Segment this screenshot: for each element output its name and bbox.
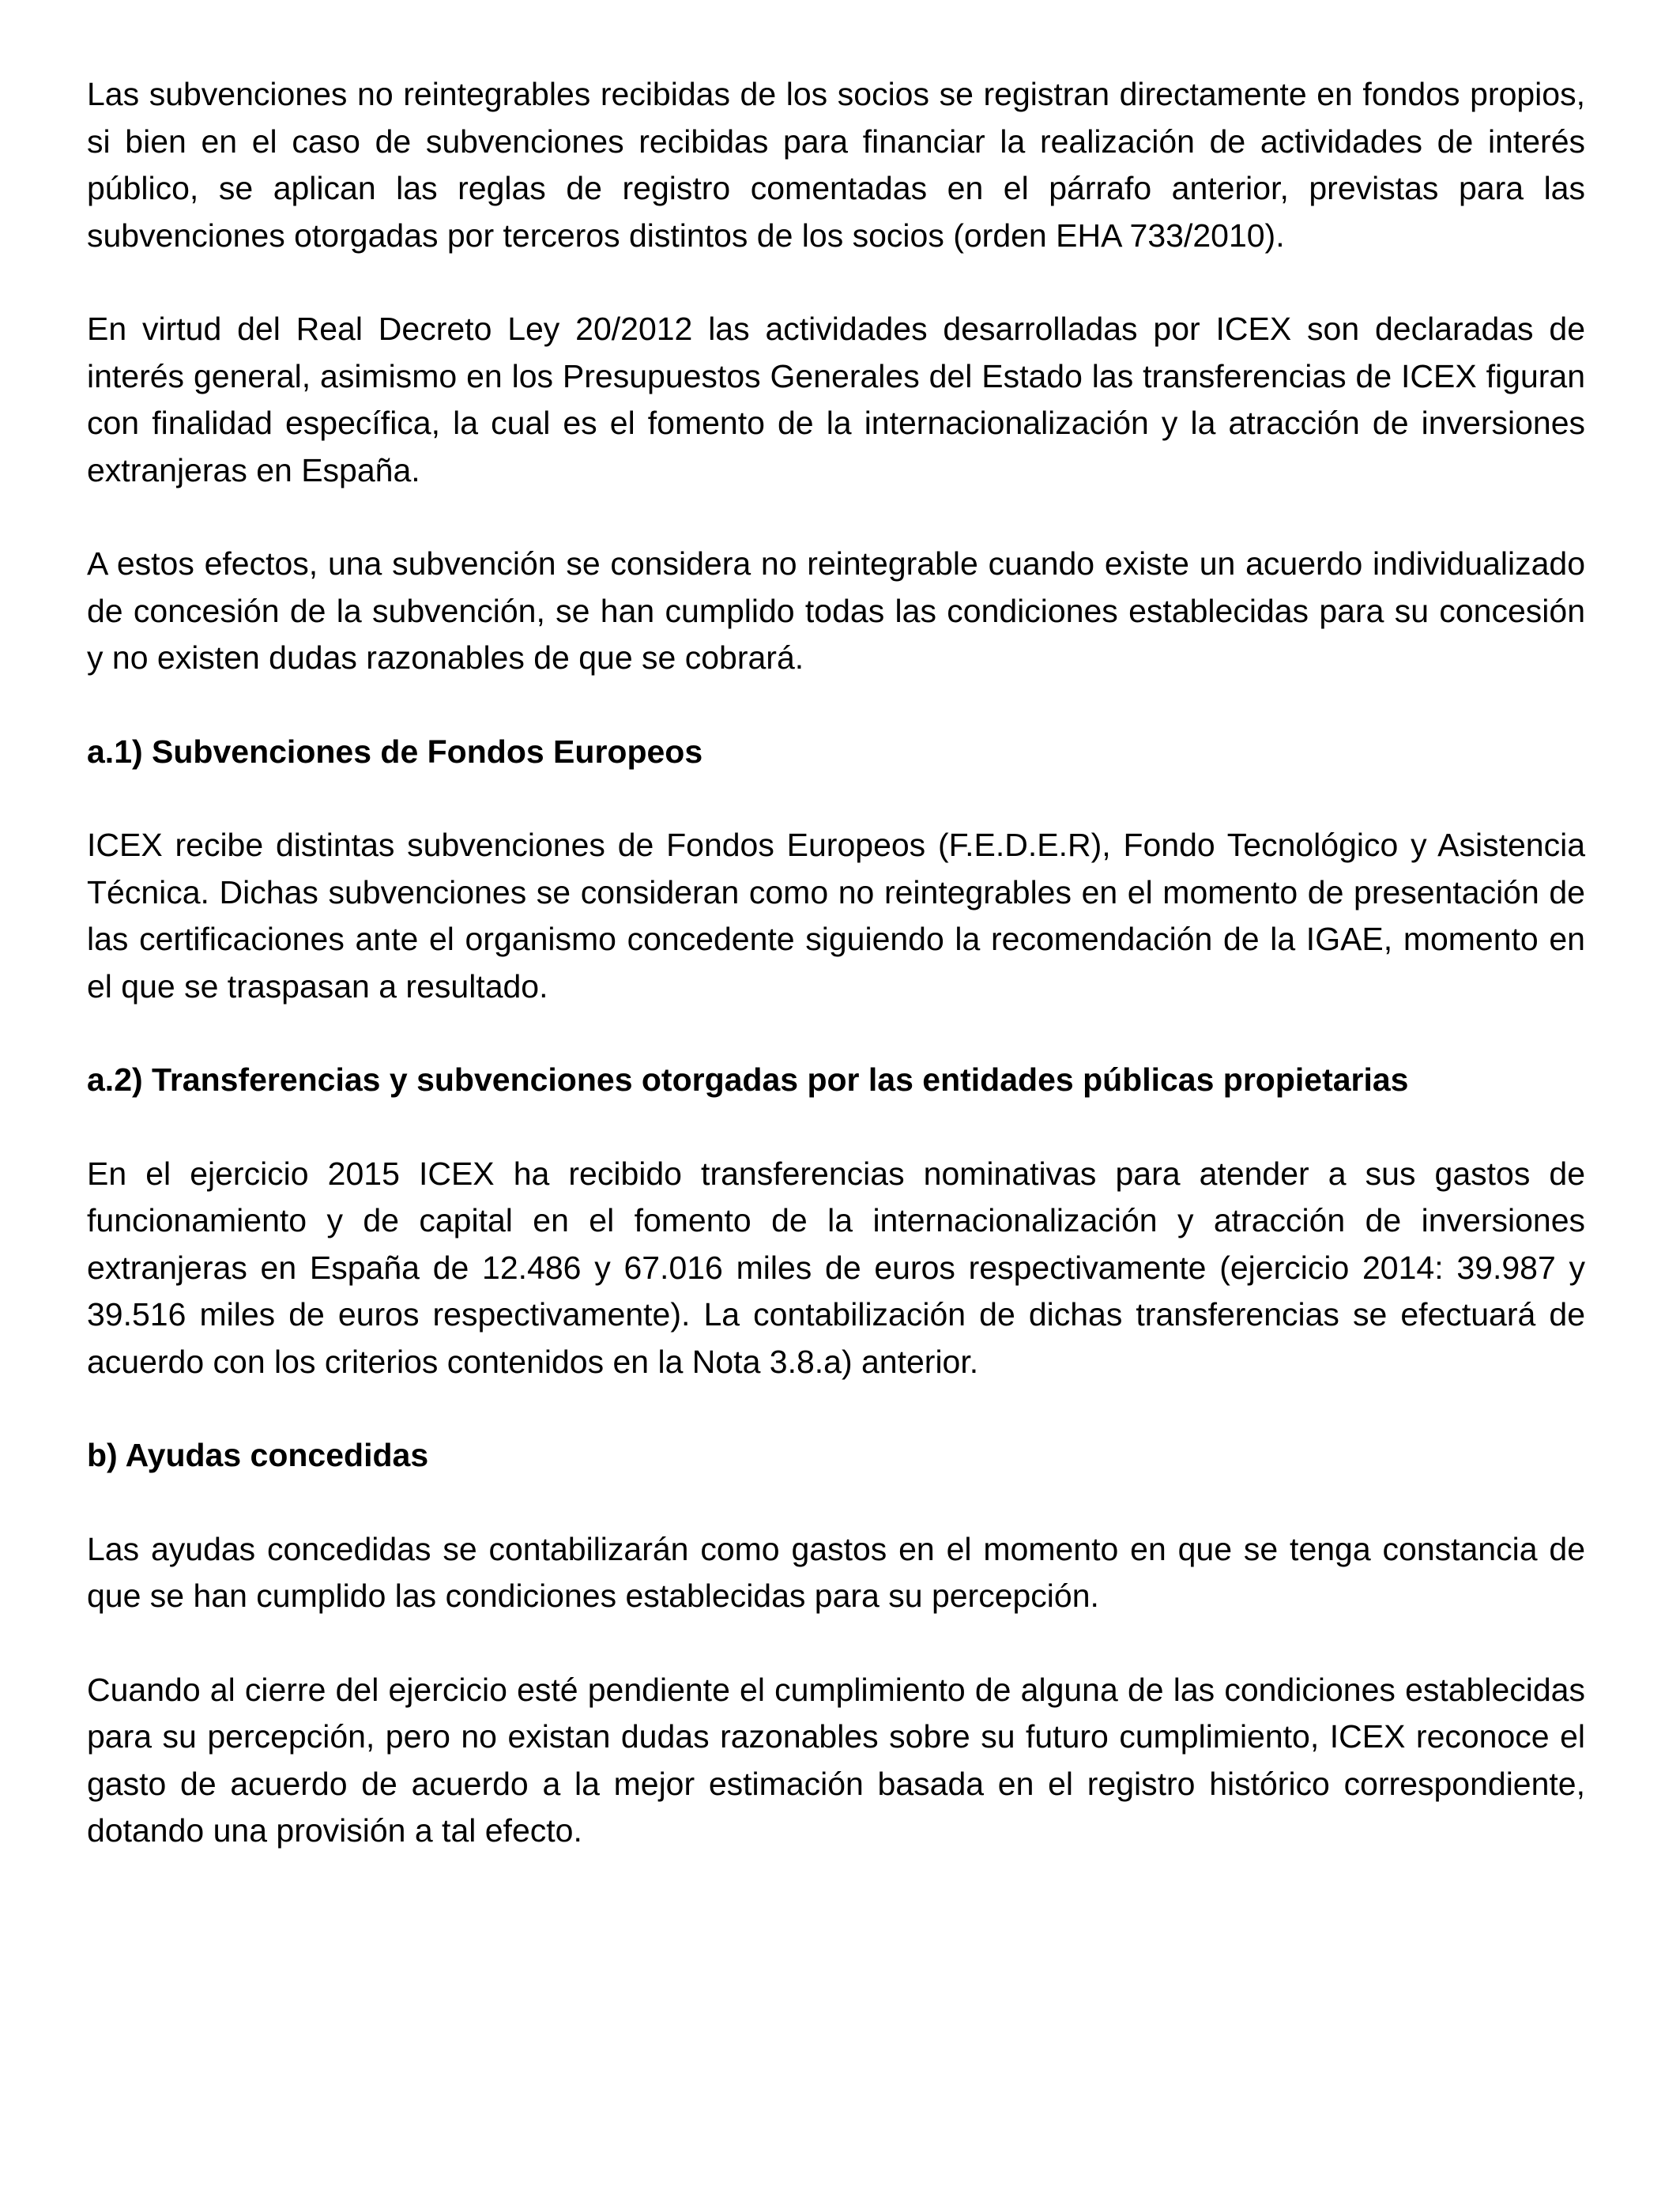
heading-transferencias: a.2) Transferencias y subvenciones otorgadas por las entidades públicas propietarias <box>87 1061 1409 1098</box>
paragraph-subvenciones-socios: Las subvenciones no reintegrables recibidas de los socios se registran directamente en fondos propios, si bien en el caso de subvenciones recibidas para financiar la realización de actividades de interés público, se aplican las reglas de registro comentadas en el párrafo anterior, previstas para las subvenciones otorgadas por terceros distintos de los socios (orden EHA 733/2010). <box>87 76 1585 254</box>
paragraph-fondos-europeos: ICEX recibe distintas subvenciones de Fondos Europeos (F.E.D.E.R), Fondo Tecnológico y Asistencia Técnica. Dichas subvenciones se consideran como no reintegrables en el momento de presentación de las certificaciones ante el organismo concedente siguiendo la recomendación de la IGAE, momento en el que se traspasan a resultado. <box>87 827 1585 1005</box>
heading-ayudas-concedidas: b) Ayudas concedidas <box>87 1437 429 1473</box>
document-body <box>87 71 1585 1902</box>
paragraph-transferencias: En el ejercicio 2015 ICEX ha recibido transferencias nominativas para atender a sus gastos de funcionamiento y de capital en el fomento de la internacionalización y atracción de inversiones extranjeras en España de 12.486 y 67.016 miles de euros respectivamente (ejercicio 2014: 39.987 y 39.516 miles de euros respectivamente). La contabilización de dichas transferencias se efectuará de acuerdo con los criterios contenidos en la Nota 3.8.a) anterior. <box>87 1155 1585 1380</box>
paragraph-ayudas-concedidas: Las ayudas concedidas se contabilizarán como gastos en el momento en que se tenga constancia de que se han cumplido las condiciones establecidas para su percepción. <box>87 1530 1585 1614</box>
paragraph-cierre-ejercicio: Cuando al cierre del ejercicio esté pendiente el cumplimiento de alguna de las condiciones establecidas para su percepción, pero no existan dudas razonables sobre su futuro cumplimiento, ICEX reconoce el gasto de acuerdo de acuerdo a la mejor estimación basada en el registro histórico correspondiente, dotando una provisión a tal efecto. <box>87 1671 1585 1849</box>
paragraph-no-reintegrable: A estos efectos, una subvención se considera no reintegrable cuando existe un acuerdo individualizado de concesión de la subvención, se han cumplido todas las condiciones establecidas para su concesión y no existen dudas razonables de que se cobrará. <box>87 545 1585 676</box>
heading-fondos-europeos: a.1) Subvenciones de Fondos Europeos <box>87 733 703 770</box>
paragraph-real-decreto: En virtud del Real Decreto Ley 20/2012 las actividades desarrolladas por ICEX son declaradas de interés general, asimismo en los Presupuestos Generales del Estado las transferencias de ICEX figuran con finalidad específica, la cual es el fomento de la internacionalización y la atracción de inversiones extranjeras en España. <box>87 311 1585 488</box>
